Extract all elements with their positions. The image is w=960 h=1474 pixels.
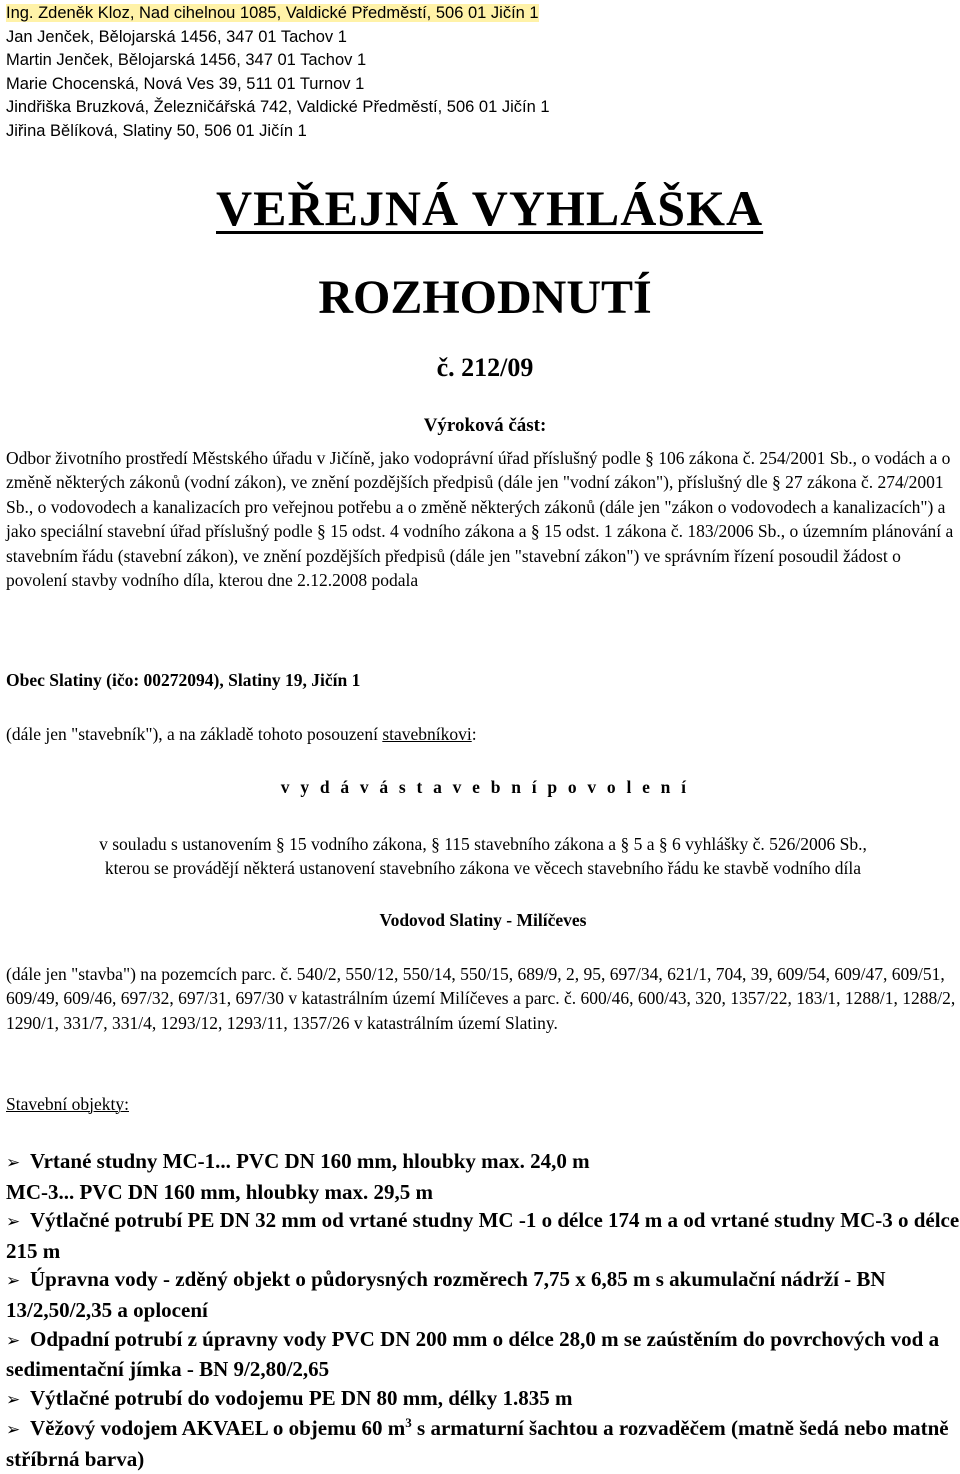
decision-title: ROZHODNUTÍ <box>318 271 652 324</box>
project-name: Vodovod Slatiny - Milíčeves <box>379 910 587 930</box>
addressee-line: Martin Jenček, Bělojarská 1456, 347 01 Tachov 1 <box>6 51 367 69</box>
legal-basis <box>0 832 960 881</box>
builder-sentence: (dále jen "stavebník"), a na základě tohoto posouzení stavebníkovi: <box>6 724 477 744</box>
operative-part-label: Výroková část: <box>423 415 547 436</box>
addressee-line: Jiřina Bělíková, Slatiny 50, 506 01 Jičín 1 <box>6 121 307 140</box>
list-item: ➢ Vrtané studny MC-1... PVC DN 160 mm, hloubky max. 24,0 m <box>6 1147 960 1178</box>
addressee-line: Ing. Zdeněk Kloz, Nad cihelnou 1085, Valdické Předměstí, 506 01 Jičín 1 <box>6 4 539 22</box>
list-item: MC-3... PVC DN 160 mm, hloubky max. 29,5 m <box>6 1179 433 1204</box>
arrow-bullet-icon: ➢ <box>6 1330 21 1351</box>
building-objects-list <box>6 1147 960 1474</box>
list-item: ➢ Výtlačné potrubí do vodojemu PE DN 80 mm, délky 1.835 m <box>6 1384 960 1415</box>
builder-underlined-term: stavebníkovi <box>382 724 472 744</box>
legal-basis-line: v souladu s ustanovením § 15 vodního zákona, § 115 stavebního zákona a § 5 a § 6 vyhlášky č. 526/2006 Sb., <box>99 834 867 854</box>
addressee-line: Jindřiška Bruzková, Železničářská 742, Valdické Předměstí, 506 01 Jičín 1 <box>6 98 550 116</box>
addressee-line: Marie Chocenská, Nová Ves 39, 511 01 Turnov 1 <box>6 74 365 93</box>
objects-heading: Stavební objekty: <box>6 1094 129 1114</box>
legal-basis-line: kterou se provádějí některá ustanovení stavebního zákona ve věcech stavebního řádu ke stavbě vodního díla <box>104 858 862 879</box>
intro-paragraph: Odbor životního prostředí Městského úřadu v Jičíně, jako vodoprávní úřad příslušný podle § 106 zákona č. 254/2001 Sb., o vodách a o změně některých zákonů (vodní zákon), ve znění pozdějších předpisů (dále jen "vodní zákon"), příslušný dle § 27 zákona č. 274/2001 Sb., o vodovodech a kanalizacích pro veřejnou potřebu a o změně některých zákonů (dále jen "zákon o vodovodech a kanalizacích") a jako speciální stavební úřad příslušný podle § 15 odst. 4 vodního zákona a § 15 odst. 1 zákona č. 183/2006 Sb., o územním plánování a stavebním řádu (stavební zákon), ve znění pozdějších předpisů (dále jen "stavební zákon") ve správním řízení posoudil žádost o povolení stavby vodního díla, kterou dne 2.12.2008 podala <box>6 448 954 591</box>
arrow-bullet-icon: ➢ <box>6 1212 21 1233</box>
applicant-line: Obec Slatiny (ičo: 00272094), Slatiny 19, Jičín 1 <box>6 670 361 690</box>
addressee-line: Jan Jenček, Bělojarská 1456, 347 01 Tachov 1 <box>6 27 347 46</box>
list-item: ➢ Úpravna vody - zděný objekt o půdorysných rozměrech 7,75 x 6,85 m s akumulační nádrží - BN 13/2,50/2,35 a oplocení <box>6 1267 886 1322</box>
list-item: ➢ Věžový vodojem AKVAEL o objemu 60 $m^3$ s armaturní šachtou a rozvaděčem (matně šedá nebo matně stříbrná barva) <box>6 1415 949 1471</box>
decision-number: č. 212/09 <box>436 353 534 382</box>
addressee-list <box>6 2 550 143</box>
arrow-bullet-icon: ➢ <box>6 1389 21 1410</box>
building-permit-statement: v y d á v á s t a v e b n í p o v o l e n í <box>280 777 690 797</box>
arrow-bullet-icon: ➢ <box>6 1153 21 1173</box>
parcels-paragraph: (dále jen "stavba") na pozemcích parc. č. 540/2, 550/12, 550/14, 550/15, 689/9, 2, 95, 697/34, 621/1, 704, 39, 609/54, 609/47, 609/51, 609/49, 609/46, 697/32, 697/31, 697/30 v katastrálním území Milíčeves a parc. č. 600/46, 600/43, 320, 1357/22, 183/1, 1288/1, 1288/2, 1290/1, 331/7, 331/4, 1293/12, 1293/11, 1357/26 v katastrálním území Slatiny. <box>6 964 956 1033</box>
list-item: ➢ Výtlačné potrubí PE DN 32 mm od vrtané studny MC -1 o délce 174 m a od vrtané studny MC-3 o délce 215 m <box>6 1208 960 1263</box>
arrow-bullet-icon: ➢ <box>6 1420 21 1441</box>
arrow-bullet-icon: ➢ <box>6 1271 21 1292</box>
list-item: ➢ Odpadní potrubí z úpravny vody PVC DN 200 mm o délce 28,0 m se zaústěním do povrchových vod a sedimentační jímka - BN 9/2,80/2,65 <box>6 1326 940 1382</box>
public-notice-title: VEŘEJNÁ VYHLÁŠKA <box>216 180 764 236</box>
